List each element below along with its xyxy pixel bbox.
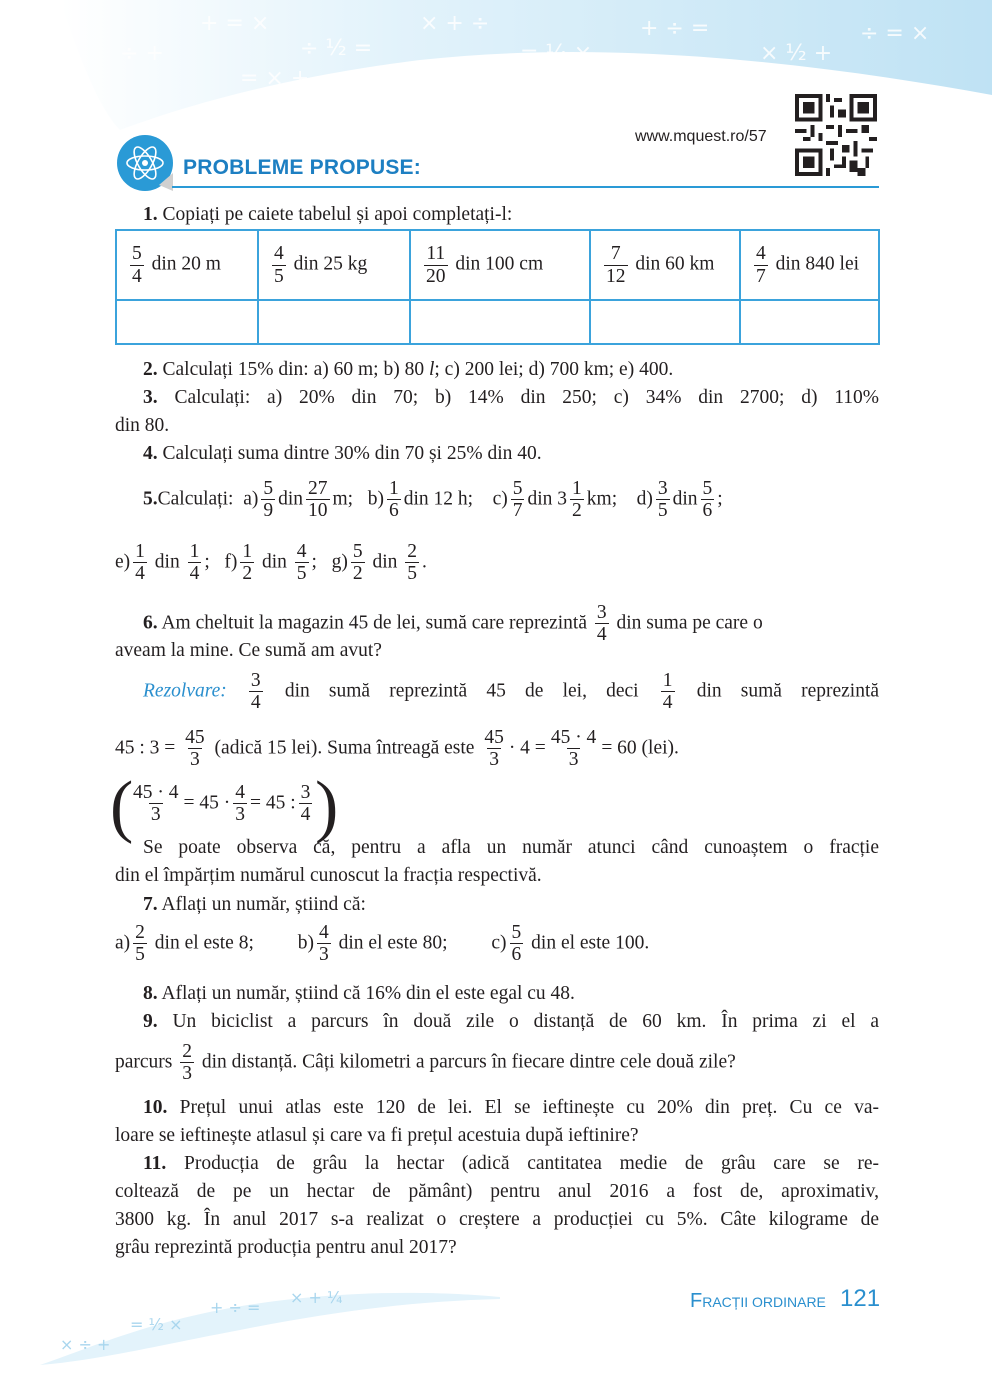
table-cell-empty (410, 300, 590, 344)
observation-line2: din el împărțim numărul cunoscut la fracția respectivă. (115, 865, 542, 886)
problem-6-line2: aveam la mine. Ce sumă am avut? (115, 640, 382, 661)
svg-text:÷ +: ÷ + (120, 41, 164, 66)
solution-line2: 45 : 3 = $\frac{45}{3}$ (adică 15 lei). Suma întreagă este $\frac{45}{3}$ · 4 = $\frac{45 \cdot 4}{3}$ = 60 (lei). (115, 727, 679, 771)
svg-text:= ¼ ×: = ¼ × (520, 41, 593, 66)
table-cell-empty (740, 300, 879, 344)
section-title: PROBLEME PROPUSE: (183, 156, 421, 179)
table-cell-empty (258, 300, 410, 344)
svg-text:+ ÷ =: + ÷ = (210, 1298, 261, 1317)
title-underline (172, 186, 879, 188)
svg-text:÷ ½ =: ÷ ½ = (300, 36, 373, 61)
table-cell: $\frac{4}{7}$ din 840 lei (740, 230, 879, 300)
problem-4: 4. Calculați suma dintre 30% din 70 și 25% din 40. (143, 443, 542, 464)
problem-2: 2. Calculați 15% din: a) 60 m; b) 80 l; c) 200 lei; d) 700 km; e) 400. (143, 359, 674, 380)
svg-text:= ½ ×: = ½ × (130, 1315, 183, 1334)
svg-text:= × +: = × + (240, 66, 310, 91)
problem-3-line2: din 80. (115, 415, 170, 436)
table-row (116, 300, 879, 344)
svg-text:÷ = ×: ÷ = × (860, 21, 930, 46)
page-number: 121 (840, 1285, 881, 1312)
problem-5-line1: 5.Calculați: a) $\frac{5}{9}$ din $\frac{27}{10}$ m; b) $\frac{1}{6}$ din 12 h; c) $\frac{5}{7}$ din 3 $\frac{1}{2}$ km; d) $\frac{3}{5}$ din $\frac{5}{6}$ ; (143, 478, 723, 522)
table-row (116, 230, 879, 300)
problem-11-line1: 11. Producția de grâu la hectar (adică cantitatea medie de grâu care se re- (143, 1153, 880, 1174)
observation-line1: Se poate observa că, pentru a afla un număr atunci când cunoaștem o fracție (143, 837, 879, 858)
footer-decoration (40, 1285, 500, 1365)
problem-8: 8. Aflați un număr, știind că 16% din el este egal cu 48. (143, 983, 575, 1004)
problem-11-line2: coltează de pe un hectar de pământ) pentru anul 2016 a fost de, aproximativ, (115, 1181, 879, 1202)
solution-line1: Rezolvare: $\frac{3}{4}$ din sumă reprezintă 45 de lei, deci $\frac{1}{4}$ din sumă reprezintă (143, 670, 880, 714)
table-cell: $\frac{11}{20}$ din 100 cm (410, 230, 590, 300)
problem-10-line1: 10. Prețul unui atlas este 120 de lei. El se ieftinește cu 20% din preț. Cu ce va- (143, 1097, 880, 1118)
table-cell: $\frac{7}{12}$ din 60 km (590, 230, 740, 300)
svg-text:+ ÷ =: + ÷ = (640, 16, 710, 41)
svg-text:+ = ×: + = × (200, 11, 270, 36)
table-cell: $\frac{5}{4}$ din 20 m (116, 230, 258, 300)
fraction-table (115, 229, 880, 345)
problem-7-items: a) $\frac{2}{5}$ din el este 8; b) $\frac{4}{3}$ din el este 80; c) $\frac{5}{6}$ din el este 100. (115, 922, 650, 966)
problem-9-line2: parcurs $\frac{2}{3}$ din distanță. Câți kilometri a parcurs în fiecare dintre cele două zile? (115, 1041, 736, 1085)
table-cell-empty (590, 300, 740, 344)
left-parenthesis: ( (110, 768, 134, 845)
solution-line3: $\frac{45 \cdot 4}{3}$ = 45 · $\frac{4}{3}$ = 45 : $\frac{3}{4}$ (133, 782, 311, 826)
svg-text:× ½ +: × ½ + (760, 41, 833, 66)
problem-6-line1: 6. Am cheltuit la magazin 45 de lei, sumă care reprezintă $\frac{3}{4}$ din suma pe care o (143, 602, 763, 646)
problem-11-line3: 3800 kg. În anul 2017 s-a realizat o creștere a producției cu 5%. Câte kilograme de (115, 1209, 879, 1230)
qr-code-icon[interactable] (795, 94, 877, 176)
atom-icon (115, 133, 175, 193)
svg-text:× + ¼: × + ¼ (290, 1288, 343, 1307)
problem-9-line1: 9. Un biciclist a parcurs în două zile o distanță de 60 km. În prima zi el a (143, 1011, 879, 1032)
problem-text: Copiați pe caiete tabelul și apoi completați-l: (162, 204, 513, 225)
right-parenthesis: ) (315, 768, 339, 845)
problem-11-line4: grâu reprezintă producția pentru anul 2017? (115, 1237, 457, 1258)
table-cell: $\frac{4}{5}$ din 25 kg (258, 230, 410, 300)
svg-text:× + ÷: × + ÷ (420, 11, 490, 36)
table-cell-empty (116, 300, 258, 344)
problem-5-line2: e) $\frac{1}{4}$ din $\frac{1}{4}$ ; f) $\frac{1}{2}$ din $\frac{4}{5}$ ; g) $\frac{5}{2}$ din $\frac{2}{5}$ . (115, 541, 427, 585)
problem-7: 7. Aflați un număr, știind că: (143, 894, 366, 915)
problem-3-line1: 3. Calculați: a) 20% din 70; b) 14% din 250; c) 34% din 2700; d) 110% (143, 387, 880, 408)
problem-number: 1. (143, 204, 158, 225)
problem-1 (143, 201, 512, 229)
svg-text:× ÷ +: × ÷ + (60, 1335, 111, 1354)
resource-url[interactable]: www.mquest.ro/57 (635, 128, 767, 145)
chapter-title: FRACȚII ORDINARE (690, 1290, 826, 1312)
problem-10-line2: loare se ieftinește atlasul și care va fi prețul acestuia după ieftinire? (115, 1125, 639, 1146)
